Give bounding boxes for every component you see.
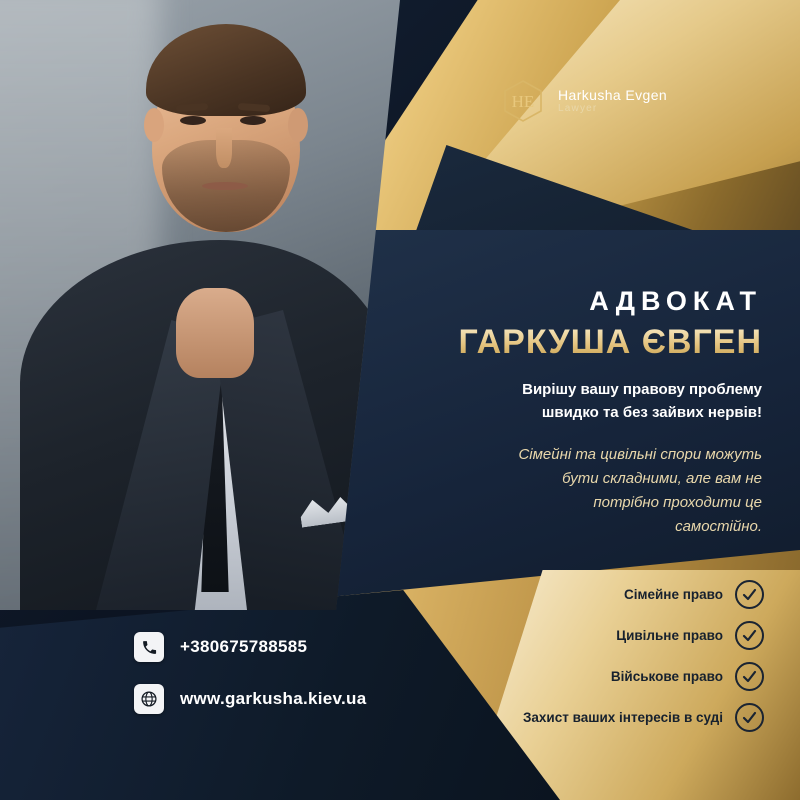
svg-text:HE: HE — [511, 92, 535, 111]
portrait-eye-left — [180, 116, 206, 125]
brand-logo-text — [558, 87, 667, 115]
brand-name: Harkusha Evgen — [558, 87, 668, 104]
check-circle-icon — [735, 703, 764, 732]
service-label: Сімейне право — [624, 587, 723, 602]
portrait-mouth — [202, 182, 248, 190]
service-label: Захист ваших інтересів в суді — [522, 710, 723, 725]
check-circle-icon — [735, 662, 764, 691]
headline-block — [322, 286, 762, 539]
services-checklist — [434, 580, 764, 744]
headline-description — [322, 443, 762, 539]
headline-name: ГАРКУША ЄВГЕН — [322, 323, 762, 362]
contact-phone[interactable] — [134, 632, 366, 662]
check-circle-icon — [735, 621, 764, 650]
headline-subtitle-line-1: Вирішу вашу правову проблему — [522, 381, 762, 398]
portrait-ear-left — [144, 108, 164, 142]
check-circle-icon — [735, 580, 764, 609]
brand-logo — [500, 78, 667, 124]
portrait-ear-right — [288, 108, 308, 142]
phone-number: +380675788585 — [180, 637, 308, 656]
headline-description-line-1: Сімейні та цивільні спори можуть — [518, 445, 762, 463]
contact-block — [134, 632, 366, 736]
globe-icon — [134, 684, 164, 714]
list-item — [434, 662, 764, 691]
phone-icon — [134, 632, 164, 662]
monogram-icon — [500, 78, 546, 124]
headline-description-line-2: бути складними, але вам не — [562, 469, 762, 487]
brand-role: Lawyer — [558, 103, 598, 115]
service-label: Військове право — [610, 669, 723, 684]
contact-website[interactable] — [134, 684, 366, 714]
portrait-nose — [216, 128, 232, 168]
headline-eyebrow: АДВОКАТ — [589, 286, 762, 316]
service-label: Цивільне право — [616, 628, 723, 643]
portrait-eye-right — [240, 116, 266, 125]
headline-subtitle — [322, 378, 762, 425]
list-item — [434, 703, 764, 732]
list-item — [434, 580, 764, 609]
headline-description-line-3: потрібно проходити це — [593, 493, 762, 511]
list-item — [434, 621, 764, 650]
headline-description-line-4: самостійно. — [675, 517, 762, 535]
website-url: www.garkusha.kiev.ua — [180, 689, 367, 708]
headline-subtitle-line-2: швидко та без зайвих нервів! — [541, 404, 762, 422]
portrait-neck — [176, 288, 254, 378]
